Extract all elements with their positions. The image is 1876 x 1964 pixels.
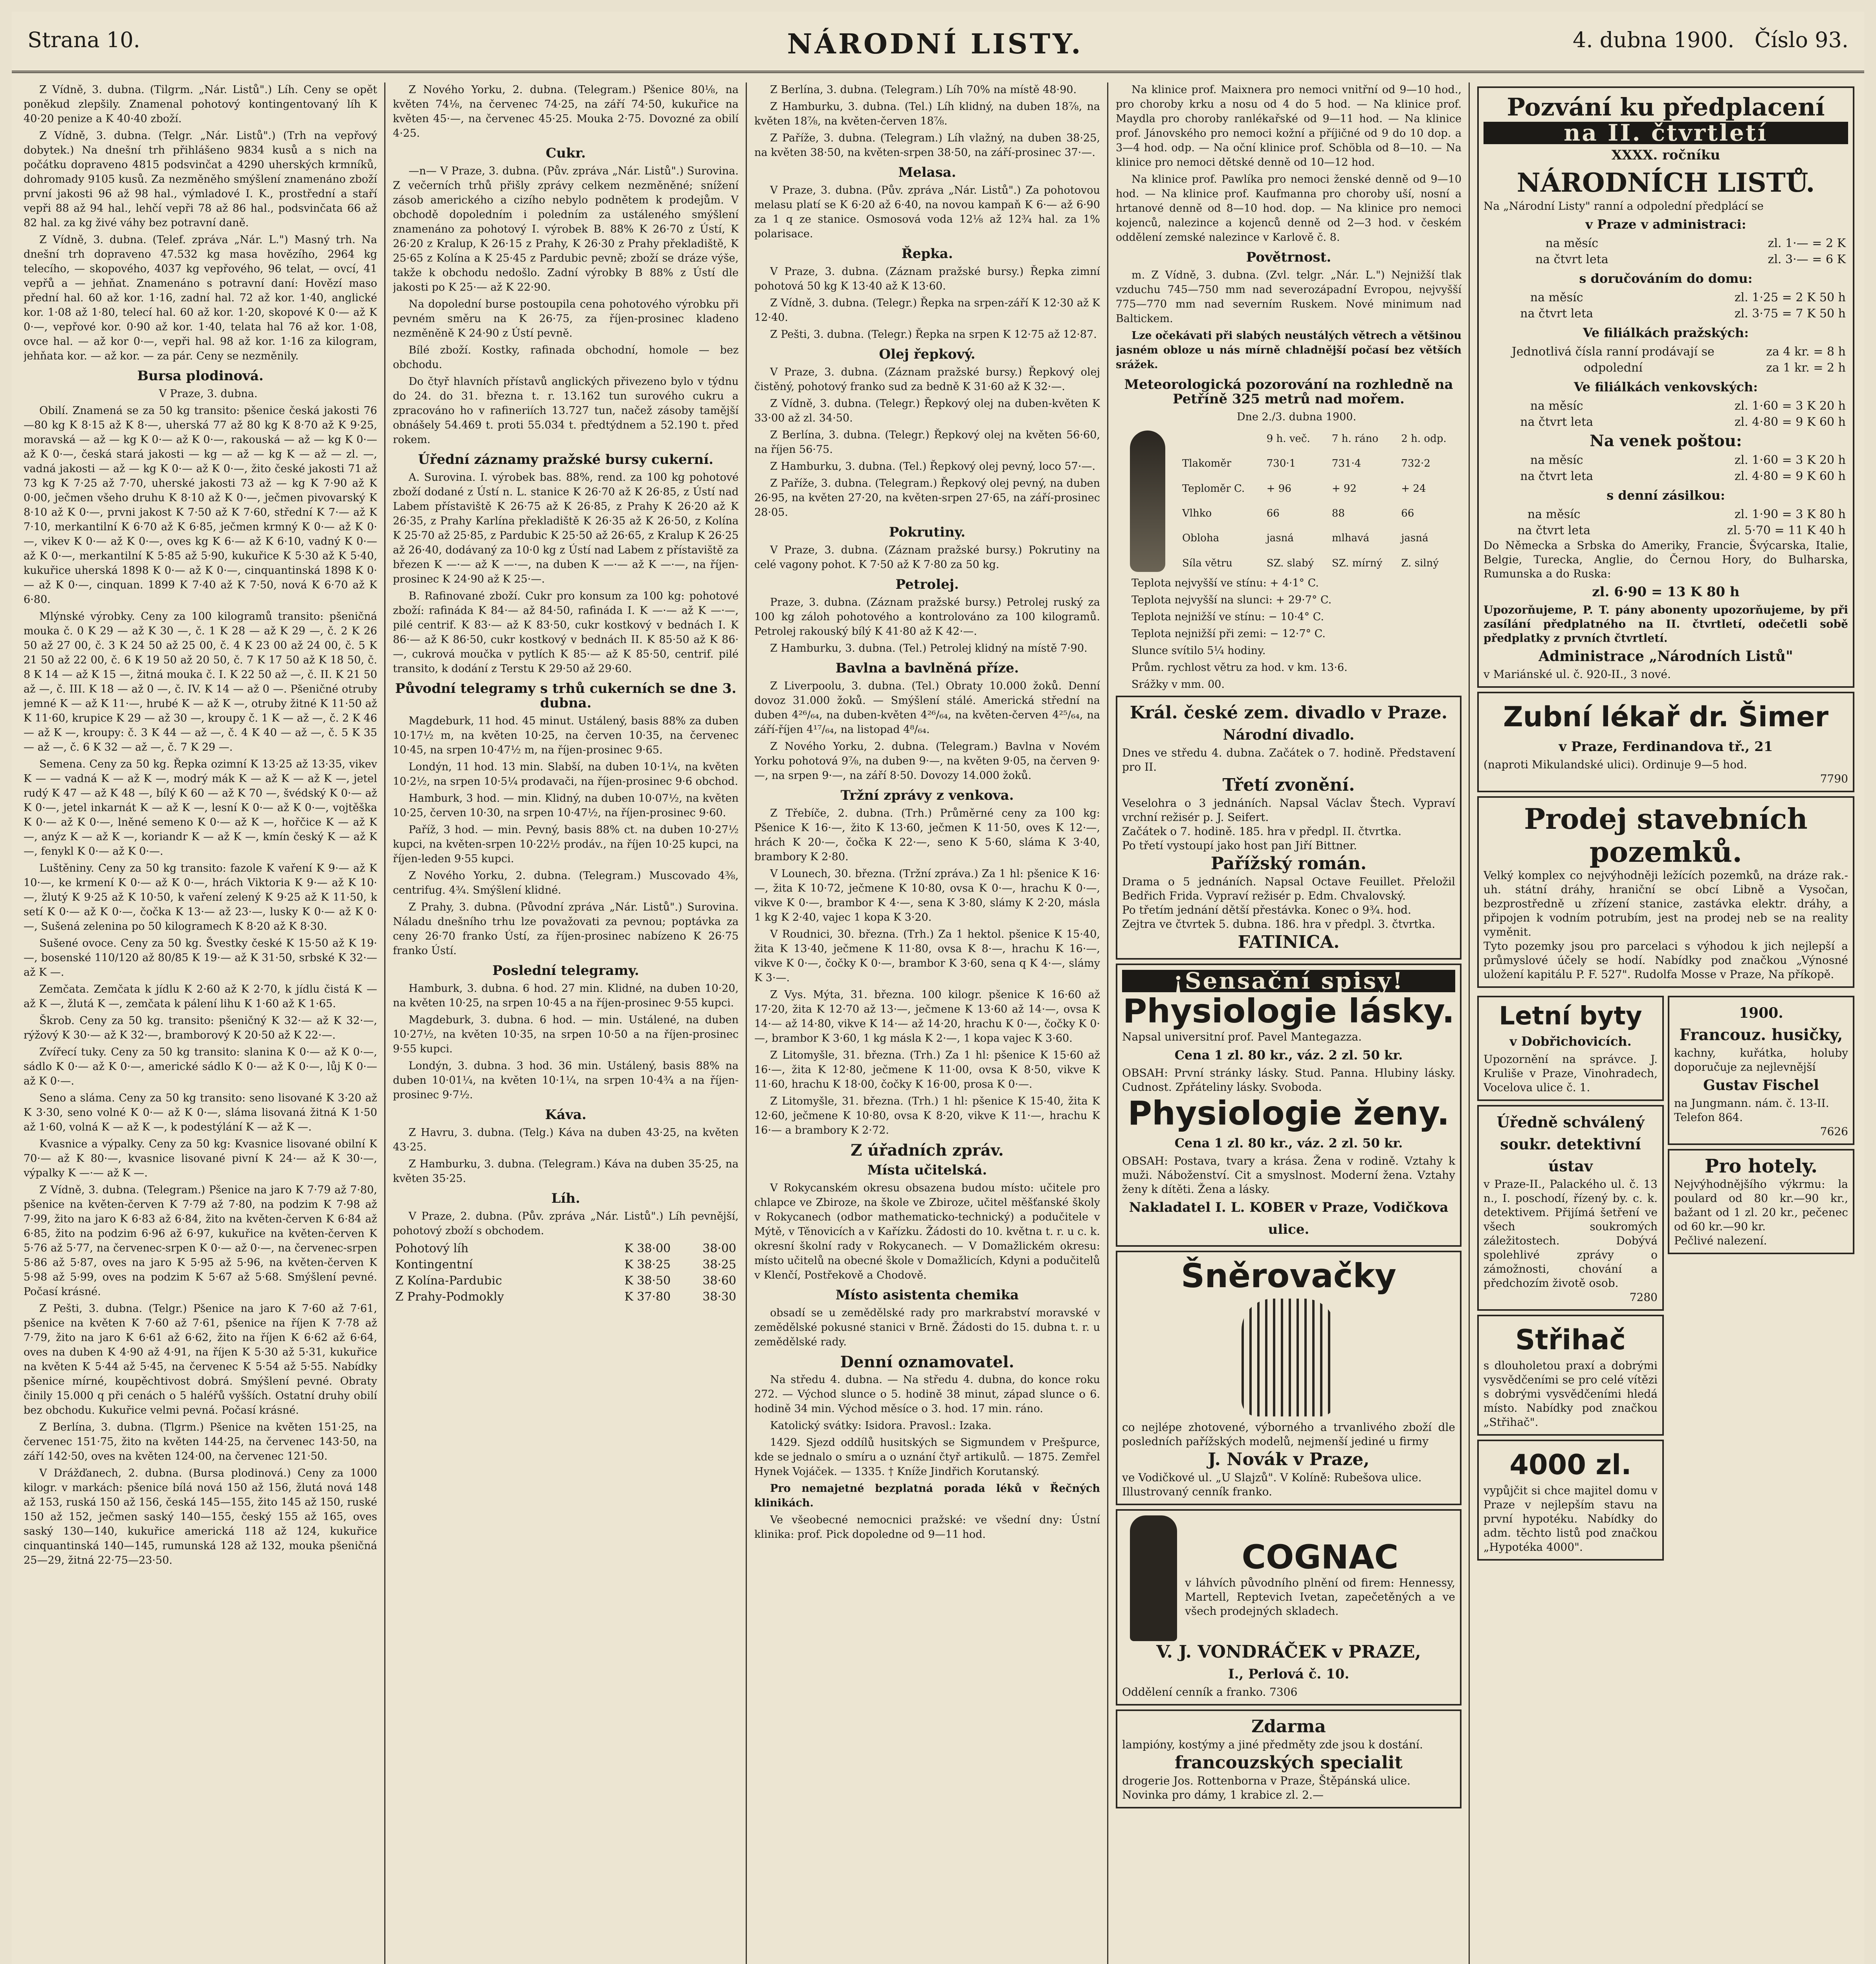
article: Z Vídně, 3. dubna. (Telegram.) Pšenice na jaro K 7·79 až 7·80, pšenice na květen-červen K 7·79 až 7·80, na podzim K 7·98 až 7·99, žito na jaro K 6·83 až 6·84, žito na květen-červen K 6·84 až 6·85, žito na podzim 6·96 až 6·97, kukuřice na květen-červen K 5·76 až 5·77, na červenec-srpen K 0·— až 0·—, na červenec-srpen 5·86 až 5·87, oves na jaro K 5·95 až 5·96, na květen-červen K 5·98 až 5·99, oves na podzim K 5·67 až 5·68. Smýšlení pevné. Počasí krásné. <box>24 1184 377 1298</box>
article: Z Hamburku, 3. dubna. (Tel.) Petrolej klidný na místě 7·90. <box>770 642 1087 654</box>
article: Z Vys. Mýta, 31. března. 100 kilogr. pšenice K 16·60 až 17·20, žita K 12·70 až 13·—, ječmene K 13·60 až 14·—, ovsa K 14·— až 14·80, vikve K 14·— až 14·20, hrachu K 0·—, čočky K 0·—, brambor K 3·60, 1 kg másla K 2·—, 1 kopa vajec K 3·60. <box>754 989 1100 1044</box>
summer-flats-advert: Letní byty v Dobřichovicích. Upozornění na správce. J. Kruliše v Praze, Vinohradech, Vocelova ulice č. 1. <box>1477 996 1664 1101</box>
article: Magdeburk, 3. dubna. 6 hod. — min. Ustálené, na duben 10·27½, na květen 10·35, na srpen 10·50 a na říjen-prosinec 9·55 kupci. <box>393 1014 739 1055</box>
dateline: V Praze, 3. dubna. <box>159 388 258 400</box>
article: B. Rafinované zboží. Cukr pro konsum za 100 kg: pohotové zboží: rafináda K 84·— až 84·50, rafináda I. K —·— až K —·—, pilé centrif. K 83·— až K 83·50, cukr kostkový v bednách I. K 86·— až K 86·50, cukr kostkový v bednách II. K 85·50 až K 86·—, cukrová moučka v pytlích K 85·— až K 85·50, centrif. pilé transito, k dodání z Terstu K 29·50 až 29·60. <box>393 590 739 675</box>
section-heading: Původní telegramy s trhů cukerních se dne 3. dubna. <box>395 681 737 711</box>
page-header <box>12 12 1864 73</box>
section-heading: Pokrutiny. <box>889 524 966 540</box>
section-heading: Káva. <box>545 1107 587 1123</box>
book-title: Physiologie lásky. <box>1122 992 1455 1030</box>
column-3 <box>754 82 1100 1964</box>
dentist-advert: Zubní lékař dr. Šimer v Praze, Ferdinandova tř., 21 (naproti Mikulandské ulici). Ordinuje 9—5 hod. 7790 <box>1477 692 1854 792</box>
article: V Roudnici, 30. března. (Trh.) Za 1 hektol. pšenice K 15·40, žita K 13·40, ječmene K 11·80, ovsa K 8·—, hrachu K 16·—, vikve K 0·—, čočky K 0·—, brambor K 3·60, sena q K 4·—, slámy K 3·—. <box>754 928 1100 984</box>
section-heading: Místo asistenta chemika <box>835 1287 1019 1303</box>
article: V Drážďanech, 2. dubna. (Bursa plodinová.) Ceny za 1000 kilogr. v markách: pšenice bílá nová 150 až 156, žlutá nová 148 až 153, ruská 150 až 156, česká 145—155, žito 145 až 150, ruské 150 až 152, ječmen saský 140—155, český 155 až 165, oves saský 130—140, kukuřice americká 118 až 124, kukuřice cinquantinská 140—145, rumunská 128 až 132, mouka pšeničná 25—29, žitná 22·75—23·50. <box>24 1467 377 1566</box>
corset-advert: Šněrovačky co nejlépe zhotovené, výborného a trvanlivého zboží dle posledních pařížských modelů, nejmenší jediné u firmy J. Novák v Praze, ve Vodičkové ul. „U Slajzů". V Kolíně: Rubešova ulice. Illustrovaný cenník franko. <box>1116 1251 1462 1505</box>
theatre-title: Král. české zem. divadlo v Praze. <box>1130 703 1448 723</box>
plots-advert: Prodej stavebních pozemků. Velký komplex co nejvýhodněji ležících pozemků, na dráze rak.-uh. státní dráhy, hraniční se obcí Libně a Vysočan, bezprostředně u zřízení stanice, zastávka elektr. dráhy, a připojen k vodním potrubím, jest na prodej neb se na reality vyměnit. Tyto pozemky jsou pro parcelaci s výhodou k jich nejlepší a průmyslové účely se hodí. Nabídky pod značkou „Výnosné uložení kapitálu P. F. 527". Rudolfa Mosse v Praze, Na příkopě. <box>1477 796 1854 988</box>
article: Z Berlína, 3. dubna. (Telegram.) Líh 70% na místě 48·90. <box>770 84 1077 96</box>
article: V Lounech, 30. března. (Tržní zpráva.) Za 1 hl: pšenice K 16·—, žita K 10·72, ječmene K 10·80, ovsa K 0·—, hrachu K 0·—, vikve K 0·—, brambor K 4·—, sena K 3·80, slámy K 2·20, másla 1 kg K 2·40, vajec 1 kopa K 3·20. <box>754 868 1100 923</box>
play-title: Pařížský román. <box>1210 854 1367 874</box>
column-1 <box>24 82 377 1964</box>
article: Z Litomyšle, 31. března. (Trh.) 1 hl: pšenice K 15·40, žita K 12·60, ječmene K 10·80, ovsa K 8·20, vikve K 11·—, hrachu K 16·— a brambory K 2·72. <box>754 1095 1100 1136</box>
article: Z Vídně, 3. dubna. (Telegr.) Řepkový olej na duben-květen K 33·00 až zl. 34·50. <box>754 398 1100 424</box>
section-heading: Řepka. <box>901 246 953 262</box>
article: V Praze, 3. dubna. (Pův. zpráva „Nár. Listů".) Za pohotovou melasu platí se K 6·20 až 6·40, na novou kampaň K 6·— až 6·90 za 1 q ze stanice. Osmosová voda 12⅛ až 12¾ hal. za 1% polarisace. <box>754 184 1100 240</box>
article: V Praze, 3. dubna. (Záznam pražské bursy.) Řepkový olej čistěný, pohotový franko sud za bedně K 31·60 až K 32·—. <box>754 366 1100 393</box>
table-row: na čtvrt leta zl. 3·— = 6 K <box>1535 253 1846 266</box>
section-heading: Místa učitelská. <box>867 1162 987 1178</box>
article: Praze, 3. dubna. (Záznam pražské bursy.) Petrolej ruský za 100 kg záloh pohotového a kontrolováno za 100 kilogramů. Petrolej rakouský bílý K 41·80 až K 42·—. <box>754 596 1100 638</box>
weather-note: Teplota nejnižší ve stínu: − 10·4° C. <box>1131 611 1324 623</box>
article: Zemčata. Zemčata k jídlu K 2·60 až K 2·70, k jídlu čistá K — až K —, žlutá K —, zemčata k pálení lihu K 1·60 až K 1·65. <box>24 983 377 1010</box>
table-row: na čtvrt leta zl. 4·80 = 9 K 60 h <box>1520 415 1846 429</box>
table-row: 9 h. več. 7 h. ráno 2 h. odp. <box>1266 433 1447 445</box>
article: V Praze, 3. dubna. (Záznam pražské bursy.) Pokrutiny na celé vagony pohot. K 7·50 až K 7·80 za 50 kg. <box>754 544 1100 571</box>
article: Z Havru, 3. dubna. (Telg.) Káva na duben 43·25, na květen 43·25. <box>393 1127 739 1153</box>
article: Na dopolední burse postoupila cena pohotového výrobku při pevném směru na K 26·75, za říjen-prosinec kladeno nezměněně K 24·90 z Ústí pevně. <box>393 298 739 339</box>
section-heading: Bavlna a bavlněná příze. <box>835 660 1019 676</box>
article: obsadí se u zemědělské rady pro markrabství moravské v zemědělské pokusné stanici v Brně. Žádosti do 15. dubna t. r. u zemědělské rady. <box>754 1307 1100 1348</box>
column-rule <box>384 82 385 1964</box>
table-row: na měsíc zl. 1·25 = 2 K 50 h <box>1530 291 1846 304</box>
table-row: na měsíc zl. 1·— = 2 K <box>1545 236 1846 250</box>
article: Z Hamburku, 3. dubna. (Tel.) Líh klidný, na duben 18⅞, na květen 18⅞, na květen-červen 18⅞. <box>754 101 1100 127</box>
column-rule <box>1469 82 1470 1964</box>
article: Ve všeobecné nemocnici pražské: ve všední dny: Ústní klinika: prof. Pick dopoledne od 9—11 hod. <box>754 1514 1100 1541</box>
section-heading: Melasa. <box>898 165 956 180</box>
weather-block <box>1116 427 1462 576</box>
detective-advert: Úředně schválený soukr. detektivní ústav v Praze-II., Palackého ul. č. 13 n., I. poschodí, řízený by. c. k. detektivem. Přijímá šetření ve všech soukromých záležitostech. Dobývá spolehlivé zprávy o zámožnosti, chování a předchozím životě osob. 7280 <box>1477 1105 1664 1311</box>
article: Z Pešti, 3. dubna. (Telgr.) Pšenice na jaro K 7·60 až 7·61, pšenice na květen K 7·60 až 7·61, pšenice na říjen K 7·78 až 7·79, žito na jaro K 6·61 až 6·62, žito na říjen K 6·62 až 6·64, oves na duben K 4·90 až 4·91, na říjen K 5·30 až 5·31, kukuřice na květen K 5·44 až 5·45, na červenec K 5·54 až 5·55. Nabídky pšenice mírné, koupěchtivost dobrá. Smýšlení pevné. Obraty činily 15.000 q při cenách o 5 haléřů vyšších. Ostatní druhy obilí bez obchodu. Kukuřice velmi pevná. Počasí krásné. <box>24 1303 377 1416</box>
table-row: Síla větru SZ. slabý SZ. mírný Z. silný <box>1182 557 1439 569</box>
article: Z Liverpoolu, 3. dubna. (Tel.) Obraty 10.000 žoků. Denní dovoz 31.000 žoků. — Smýšlení stálé. Americká střední na duben 4²⁶/₆₄, na duben-květen 4²⁶/₆₄, na květen-červen 4²⁵/₆₄, na září-říjen 4¹⁷/₆₄, na listopad 4⁸/₆₄. <box>754 680 1100 736</box>
weather-note: Prům. rychlost větru za hod. v km. 13·6. <box>1131 661 1348 674</box>
article: Katolický svátky: Isidora. Pravosl.: Izaka. <box>770 1420 992 1432</box>
article: Z Nového Yorku, 2. dubna. (Telegram.) Pšenice 80⅛, na květen 74⅛, na červenec 74·25, na září 74·50, kukuřice na květen 45·—, na červenec 45·25. Mouka 2·75. Dovozné za obilí 4·25. <box>393 84 739 139</box>
bottle-icon <box>1130 1515 1177 1641</box>
weather-table <box>1180 427 1462 576</box>
table-row: Teploměr C. + 96 + 92 + 24 <box>1182 482 1426 495</box>
section-heading: Olej řepkový. <box>879 346 976 362</box>
section-heading: Líh. <box>551 1191 580 1206</box>
article: Obilí. Znamená se za 50 kg transito: pšenice česká jakosti 76—80 kg K 8·15 až K 8·—, uherská 77 až 80 kg K 8·70 až K 9·25, moravská — až — kg K 0·— až K 0·—, rakouská — až — kg K 0·— až K 0·—, česká stará jakosti — kg — až — kg K — až — zl. —, vadná jakosti — až — kg K 0·— až K 0·—, žito české jakosti 71 až 73 kg K 7·25 až 7·70, uherské jakosti 73 až — kg K 7·90 až K 0·00, ječmen všeho druhu K 8·10 až K 0·—, ječmen pivovarský K 8·10 až K 0·—, prvni jakost K 7·50 až K 7·60, střední K 7·— až K 7·10, merkantilní K 6·70 až K 6·85, ječmen krmný K 0·— až K 0·—, vikev K 0·— až K 0·—, oves kg K 6·— až K 6·10, vadný K 0·— až K 0·—, merkantilní K 5·85 až 5·90, kukuřice K 5·30 až K 5·40, kukuřice uherská 1898 K 0·— až K 0·—, cinquantinská 1898 K 0·— až K 0·—, cinquan. 1899 K 7·40 až K 7·50, nová K 6·70 až K 6·80. <box>24 405 377 606</box>
article: Z Vídně, 3. dubna. (Tilgrm. „Nár. Listů".) Líh. Ceny se opět poněkud zlepšily. Znamenal pohotový kontingentovaný líh K 40·20 penize a K 40·40 zboží. <box>24 84 377 125</box>
article: —n— V Praze, 3. dubna. (Pův. zpráva „Nár. Listů".) Surovina. Z večerních trhů přišly zprávy celkem nezměněné; snížení zásob amerického a cizího nebylo podnětem k prodejům. V obchodě dopoledním i poledním za ustáleného smýšlení znamenáno za pohotový I. výrobek B. 88% K 26·70 z Ústí, K 26·20 z Kralup, K 26·15 z Prahy, K 26·30 z Prahy překladiště, K 25·65 z Kolína a K 25·45 z Pardubic pevně; zboží se dráze výše, takže k obchodu nedošlo. Zadní výrobky B 88% z Ústí dle jakosti po K 25·— až K 22·90. <box>393 165 739 293</box>
table-row: odpolední za 1 kr. = 2 h <box>1583 361 1846 375</box>
article: Z Pešti, 3. dubna. (Telegr.) Řepka na srpen K 12·75 až 12·87. <box>770 328 1097 341</box>
book-advert: ¡Sensační spisy! Physiologie lásky. Napsal universitní prof. Pavel Mantegazza. Cena 1 zl. 80 kr., váz. 2 zl. 50 kr. OBSAH: První stránky lásky. Stud. Panna. Hlubiny lásky. Cudnost. Zpřáteliny lásky. Svoboda. Physiologie ženy. Cena 1 zl. 80 kr., váz. 2 zl. 50 kr. OBSAH: Postava, tvary a krása. Žena v rodině. Vztahy k muži. Náboženství. Cit a smyslnost. Moderní žena. Vztahy ženy k dítěti. Žena a lásky. Nakladatel I. L. KOBER v Praze, Vodičkova ulice. <box>1116 964 1462 1247</box>
article: Z Hamburku, 3. dubna. (Tel.) Řepkový olej pevný, loco 57·—. <box>770 460 1096 473</box>
section-heading: Petrolej. <box>895 577 959 592</box>
article: Škrob. Ceny za 50 kg. transito: pšeničný K 32·— až K 32·—, rýžový K 30·— až K 32·—, bramborový K 20·50 až K 22·—. <box>24 1015 377 1041</box>
article: m. Z Vídně, 3. dubna. (Zvl. telgr. „Nár. L.") Nejnižší tlak vzduchu 745—750 mm nad severozápadní Evropou, nejvyšší 775—770 mm nad severním Ruskem. Nové minimum nad Baltickem. <box>1116 269 1462 325</box>
cognac-advert: COGNAC v láhvích původního plnění od firem: Hennessy, Martell, Reptevich Ivetan, zapečetěných a ve všech prodejných skladech. V. J. VONDRÁČEK v PRAZE, I., Perlová č. 10. Oddělení cenník a franko. 7306 <box>1116 1509 1462 1706</box>
table-row: Pohotový líh K 38·00 38·00 <box>395 1242 736 1255</box>
article: V Praze, 2. dubna. (Pův. zpráva „Nár. Listů".) Líh pevnější, pohotový zboží s obchodem. <box>393 1210 739 1237</box>
section-heading: Poslední telegramy. <box>492 963 639 978</box>
article: A. Surovina. I. výrobek bas. 88%, rend. za 100 kg pohotové zboží dodané z Ústí n. L. stanice K 26·70 až K 26·85, z Ústí nad Labem přístaviště K 26·75 až K 26·85, z Prahy K 26·20 až K 26·35, z Prahy Karlína překladiště K 26·35 až K 26·50, z Kolína K 25·70 až 25·85, z Pardubic K 25·50 až 26·65, z Kralup K 26·25 až 26·40, dodávaný za 10·0 kg z Ústí nad Labem z přístaviště za březen K —·— až K —·—, na duben K —·— až K —·—, na říjen-prosinec K 24·90 až K 25·—. <box>393 471 739 585</box>
article: Z Nového Yorku, 2. dubna. (Telegram.) Bavlna v Novém Yorku pohotová 9⅞, na duben 9·—, na květen 9·05, na červen 9·—, na srpen 9·—, na září 8·50. Dovozy 14.000 žoků. <box>754 740 1100 782</box>
table-row: na měsíc zl. 1·90 = 3 K 80 h <box>1527 507 1846 521</box>
table-row: Tlakoměr 730·1 731·4 732·2 <box>1182 458 1430 470</box>
article: Z Paříže, 3. dubna. (Telegram.) Řepkový olej pevný, na duben 26·95, na květen 27·20, na květen-srpen 27·65, na září-prosinec 28·05. <box>754 477 1100 518</box>
section-heading: Z úřadních zpráv. <box>851 1141 1004 1160</box>
corset-icon <box>1241 1299 1336 1416</box>
theatre-subtitle: Národní divadlo. <box>1223 727 1355 743</box>
column-5 <box>1477 82 1854 1964</box>
subscription-advert: Pozvání ku předplacení na II. čtvrtletí XXXX. ročníku NÁRODNÍCH LISTŮ. Na „Národní Listy" ranní a odpolední předplácí se v Praze v administraci: na měsíc zl. 1·— = 2 K na čtvrt leta zl. 3·— = 6 K s doručováním do domu: na měsíc zl. 1·25 = 2 K 50 h na čtvrt leta zl. 3·75 = 7 K 50 h Ve filiálkách pražských: Jednotlivá čísla ranní prodávají se za 4 kr. = 8 h odpolední za 1 kr. = 2 h Ve filiálkách venkovských: na měsíc zl. 1·60 = 3 K 20 h na čtvrt leta zl. 4·80 = 9 K 60 h Na venek poštou: na měsíc zl. 1·60 = 3 K 20 h na čtvrt leta zl. 4·80 = 9 K 60 h s denní zásilkou: na měsíc zl. 1·90 = 3 K 80 h na čtvrt leta zl. 5·70 = 11 K 40 h Do Německa a Srbska do Ameriky, Francie, Švýcarska, Italie, Belgie, Turecka, Anglie, do Černou Hory, do Bulharska, Rumunska a do Ruska: zl. 6·90 = 13 K 80 h Upozorňujeme, P. T. pány abonenty upozorňujeme, by při zasílání předplatného na II. čtvrtletí, odečetli sobě předplatky z prvních čtvrtletí. Administrace „Národních Listů" v Mariánské ul. č. 920-II., 3 nové. <box>1477 86 1854 688</box>
table-row: Z Prahy-Podmokly K 37·80 38·30 <box>395 1290 736 1304</box>
hotels-advert: Pro hotely. Nejvýhodnějšího výkrmu: la poulard od 80 kr.—90 kr., bažant od 1 zl. 20 kr., pečenec od 60 kr.—90 kr. Pečlivé nalezení. <box>1668 1149 1854 1254</box>
article: Lze očekávati při slabých neustálých větrech a většinou jasném obloze u nás mírně chladnější počasí bez větších srážek. <box>1116 330 1462 371</box>
article: V Rokycanském okresu obsazena budou místo: učitele pro chlapce ve Zbiroze, na škole ve Zbiroze, učitel měšťanské školy v Rokycanech (odbor mathematicko-technický) a podučitele v Mýtě, v Těnovicích a v Kařízku. Žádosti do 10. května t. r. u c. k. okresní školní rady v Rokycanech. — V Domažlickém okresu: místo učitelů na obecné škole v Domažlicích, Kdyni a podučitelů v Klenčí, Postřekově a Chodově. <box>754 1182 1100 1281</box>
article: Londýn, 3. dubna. 3 hod. 36 min. Ustálený, basis 88% na duben 10·01¼, na květen 10·1¼, na srpen 10·4¾ a na říjen-prosinec 9·7½. <box>393 1060 739 1101</box>
article: Magdeburk, 11 hod. 45 minut. Ustálený, basis 88% za duben 10·17½ m, na květen 10·25, na červen 10·35, na červenec 10·45, na srpen 10·47½ m, na říjen-prosinec 9·65. <box>393 715 739 756</box>
column-2 <box>393 82 739 1964</box>
section-heading: Denní oznamovatel. <box>840 1353 1014 1371</box>
article: Hamburk, 3. dubna. 6 hod. 27 min. Klidné, na duben 10·20, na květen 10·25, na srpen 10·45 a na říjen-prosinec 9·55 kupci. <box>393 982 739 1009</box>
weather-note: Teplota nejnižší při zemi: − 12·7° C. <box>1131 628 1326 640</box>
article: Z Paříže, 3. dubna. (Telegram.) Líh vlažný, na duben 38·25, na květen 38·50, na květen-srpen 38·50, na září-prosinec 37·—. <box>754 132 1100 159</box>
article: Kvasnice a výpalky. Ceny za 50 kg: Kvasnice lisované obilní K 70·— až K 80·—, kvasnice lisované pivní K 24·— až K 30·—, výpalky K —·— až K —. <box>24 1138 377 1179</box>
article: Z Třebíče, 2. dubna. (Trh.) Průměrné ceny za 100 kg: Pšenice K 16·—, žito K 13·60, ječmen K 11·50, oves K 12·—, hrách K 20·—, čočka K 22·—, seno K 5·60, sláma K 3·40, brambory K 2·80. <box>754 807 1100 863</box>
column-rule <box>746 82 747 1964</box>
article: Paříž, 3 hod. — min. Pevný, basis 88% ct. na duben 10·27½ kupci, na květen-srpen 10·22½ prodáv., na říjen 10·25 kupci, na říjen-leden 9·55 kupci. <box>393 824 739 865</box>
paper-name: NÁRODNÍCH LISTŮ. <box>1517 167 1815 198</box>
article: Seno a sláma. Ceny za 50 kg transito: seno lisované K 3·20 až K 3·30, seno volné K 0·— až K 0·—, sláma lisovaná žitná K 1·50 až 1·60, volná K — až K —, k podestýlání K — až K —. <box>24 1092 377 1133</box>
weather-note: Srážky v mm. 00. <box>1131 678 1225 691</box>
article: Semena. Ceny za 50 kg. Řepka ozimní K 13·25 až 13·35, vikev K — — vadná K — až K —, modrý mák K — až K — až K —, jetel rudý K 47 — až K 48 —, bílý K 60 — až K 70 —, švédský K 0·— až K 0·—, jetel inkarnát K — až K —, lesní K 0·— až K 0·—, vojtěška K 0·— až K 0·—, lněné semeno K 0·— až K —, hořčice K — až K —, anýz K — až K —, koriandr K — až K —, kmín český K — až K —, fenykl K 0·— až K 0·—. <box>24 758 377 857</box>
article: Mlýnské výrobky. Ceny za 100 kilogramů transito: pšeničná mouka č. 0 K 29 — až K 30 —, č. 1 K 28 — až K 29 —, č. 2 K 26 50 až 27 00, č. 3 K 24 50 až 25 00, č. 4 K 23 00 až 24 00, č. 5 K 21 50 až 22 00, č. 6 K 19 50 až 20 50, č. 7 K 17 50 až K 18 50, č. 8 K 14 — až K 15 —, žitná mouka č. I. K 22 50 až —, č. II. K 21 50 až —, č. III. K 18 — až 0 —, č. IV. K 14 — až 0 —. Pšeničné otruby jemné K — až K 11·—, hrubé K — až K —, otruby žitné K 11·50 až K 11·60, krupice K 29 — až 30 —, kroupy č. 1 K — až —, č. 2 K 46 — až K —, kroupy: č. 3 K 44 — až —, č. 4 K 40 — až —, č. 5 K 35 — až —, č. 6 K 32 — až —, č. 7 K 29 —. <box>24 610 377 753</box>
weather-note: Slunce svítilo 5¼ hodiny. <box>1131 645 1266 657</box>
article: Pro nemajetné bezplatná porada léků v Řečných klinikách. <box>754 1482 1100 1509</box>
book-title: Physiologie ženy. <box>1128 1094 1450 1132</box>
weather-note: Teplota nejvyšší ve stínu: + 4·1° C. <box>1131 577 1319 589</box>
thermometer-icon <box>1130 431 1165 572</box>
weather-note: Teplota nejvyšší na slunci: + 29·7° C. <box>1131 594 1332 606</box>
play-title: FATINICA. <box>1238 932 1340 952</box>
tailor-advert: Střihač s dlouholetou praxí a dobrými vysvědčeními se pro celé vítězi s dobrými vysvědčeními hledá místo. Nabídky pod značkou „Střihač". <box>1477 1315 1664 1436</box>
article: Z Hamburku, 3. dubna. (Telegram.) Káva na duben 35·25, na květen 35·25. <box>393 1158 739 1185</box>
article: Londýn, 11 hod. 13 min. Slabší, na duben 10·1¼, na květen 10·2½, na srpen 10·5¼ prodavači, na říjen-prosinec 9·6 obchod. <box>393 761 739 788</box>
table-row: na čtvrt leta zl. 4·80 = 9 K 60 h <box>1520 469 1846 483</box>
thermometer-illustration <box>1116 427 1180 576</box>
section-heading: Bursa plodinová. <box>137 368 264 384</box>
article: Na klinice prof. Maixnera pro nemoci vnitřní od 9—10 hod., pro choroby krku a nosu od 4 do 5 hod. — Na klinice prof. Maydla pro choroby ranlékařské od 9—11 hod. — Na klinice prof. Jánovského pro nemoci kožní a příjičné od 9 do 10 dop. a 3—4 hod. odp. — Na oční klinice prof. Schöbla od 8—10. — Na klinice pro nemoci dětské denně od 10—12 hod. <box>1116 84 1462 169</box>
table-row: Z Kolína-Pardubic K 38·50 38·60 <box>395 1274 736 1288</box>
article: Zvířecí tuky. Ceny za 50 kg transito: slanina K 0·— až K 0·—, sádlo K 0·— až K 0·—, americké sádlo K 0·— až K 0·—, lůj K 0·— až K 0·—. <box>24 1046 377 1087</box>
column-4 <box>1116 82 1462 1964</box>
article: Do čtyř hlavních přístavů anglických přivezeno bylo v týdnu do 24. do 31. března t. r. 13.162 tun surového cukru a zpracováno ho v rafineriích 13.727 tun, načež zásoby tamější obnášely 54.469 t. proti 55.034 t. předtýdnem a 52.190 t. před rokem. <box>393 376 739 446</box>
column-rule <box>1107 82 1108 1964</box>
loan-advert: 4000 zl. vypůjčit si chce majitel domu v Praze v nejlepším stavu na první hypotéku. Nabídky do adm. těchto listů pod značkou „Hypotéka 4000". <box>1477 1440 1664 1561</box>
advert-kicker: ¡Sensační spisy! <box>1122 970 1455 992</box>
article: Na klinice prof. Pawlíka pro nemoci ženské denně od 9—10 hod. — Na klinice prof. Kaufmanna pro choroby uší, nosní a hrtanové denně od 8—10 hod. dop. — Na klinice pro nemoci kojenců, nalezince a kojenců denně od 2—3 hod. v českém oddělení zemské nalezince v Karlově č. 8. <box>1116 173 1462 244</box>
issue-number: Číslo 93. <box>1754 27 1848 52</box>
table-row: Jednotlivá čísla ranní prodávají se za 4 kr. = 8 h <box>1511 345 1846 359</box>
article: Z Prahy, 3. dubna. (Původní zpráva „Nár. Listů".) Surovina. Náladu dnešního trhu lze považovati za pevnou; poptávka za ceny 26·70 franko Ústí, za říjen-prosinec nabízeno K 26·75 franko Ústí. <box>393 901 739 957</box>
spirit-price-table <box>393 1240 739 1305</box>
newspaper-page <box>12 12 1864 1964</box>
section-heading: Povětrnost. <box>1246 249 1331 265</box>
publisher: Nakladatel I. L. KOBER v Praze, Vodičkova ulice. <box>1129 1200 1449 1237</box>
table-row: na měsíc zl. 1·60 = 3 K 20 h <box>1530 399 1846 413</box>
article: 1429. Sjezd oddílů husitských se Sigmundem v Prešpurce, kde se jednalo o smíru a o uznání čtyř artikulů. — 1875. Zemřel Hynek Vojáček. — 1335. † Kníže Jindřich Korutanský. <box>754 1436 1100 1478</box>
article: Sušené ovoce. Ceny za 50 kg. Švestky české K 15·50 až K 19·—, bosenské 110/120 až 80/85 K 19·— až K 31·50, srbské K 32·— až K —. <box>24 937 377 978</box>
article: Z Nového Yorku, 2. dubna. (Telegram.) Muscovado 4⅜, centrifug. 4¾. Smýšlení klidné. <box>393 870 739 896</box>
date: 4. dubna 1900. <box>1573 27 1735 52</box>
article: Z Vídně, 3. dubna. (Telgr. „Nár. Listů".) (Trh na vepřový dobytek.) Na dnešní trh přihlášeno 9834 kusů a s nich na počátku dopraveno 4815 podsvinčat a 4290 uherských krmníků, dohromady 9105 kusů. Za nezměněho smýšlení znamenáno zboží první jakosti 96 až 98 hal., výmladové I. K., prostřední a staří vepři 88 až 94 hal., lehčí vepři 78 až 86 hal., podsvinčata 66 až 82 hal. za kg živé váhy bez potravní daně. <box>24 130 377 229</box>
article: Z Berlína, 3. dubna. (Tlgrm.) Pšenice na květen 151·25, na červenec 151·75, žito na květen 144·25, na červenec 143·50, na září 142·50, oves na květen 124·00, na červenec 121·50. <box>24 1421 377 1462</box>
table-row: Obloha jasná mlhavá jasná <box>1182 532 1429 544</box>
article: Z Vídně, 3. dubna. (Telegr.) Řepka na srpen-září K 12·30 až K 12·40. <box>754 297 1100 324</box>
specialities-advert: Zdarma lampióny, kostýmy a jiné předměty zde jsou k dostání. francouzských specialit drogerie Jos. Rottenborna v Praze, Štěpánská ulice. Novinka pro dámy, 1 krabice zl. 2.— <box>1116 1709 1462 1808</box>
table-row: Kontingentní K 38·25 38·25 <box>395 1258 736 1271</box>
issue-info <box>1573 27 1848 52</box>
section-heading: Meteorologická pozorování na rozhledně na Petříně 325 metrů nad mořem. <box>1124 377 1453 407</box>
article: Luštěniny. Ceny za 50 kg transito: fazole K vaření K 9·— až K 10·—, ke krmení K 0·— až K 0·—, hrách Viktoria K 9·— až K 10·—, žlutý K 9·25 až K 10·50, k vaření zelený K 9·25 až K 11·50, k setí K 0·— až K 0·—, čočka K 13·— až 23·—, lusky K 0·— až K 0·—, Sušená zelenina po 50 kilogramech K 8·20 až K 8·30. <box>24 862 377 933</box>
article: Z Litomyšle, 31. března. (Trh.) Za 1 hl: pšenice K 15·60 až 16·—, žita K 12·80, ječmene K 11·00, ovsa K 8·50, vikve K 11·60, hrachu K 18·00, čočky K 16·00, prosa K 0·—. <box>754 1049 1100 1090</box>
table-row: na čtvrt leta zl. 3·75 = 7 K 50 h <box>1520 307 1846 321</box>
section-heading: Tržní zprávy z venkova. <box>840 788 1014 803</box>
table-row: Vlhko 66 88 66 <box>1182 507 1414 520</box>
dateline: Dne 2./3. dubna 1900. <box>1236 411 1357 423</box>
section-heading: Cukr. <box>546 145 586 161</box>
theatre-listing: Král. české zem. divadlo v Praze. Národní divadlo. Dnes ve středu 4. dubna. Začátek o 7. hodině. Představení pro II. Třetí zvonění. Veselohra o 3 jednáních. Napsal Václav Štech. Vypraví vrchní režisér p. J. Seifert. Začátek o 7. hodině. 185. hra v předpl. II. čtvrtka. Po třetí vystoupí jako host pan Jiří Bittner. Pařížský román. Drama o 5 jednáních. Napsal Octave Feuillet. Přeložil Bedřich Frida. Vypraví režisér p. Edm. Chvalovský. Po třetím jednání dětší přestávka. Konec o 9¾. hod. Zejtra ve čtvrtek 5. dubna. 186. hra v předpl. 3. čtvrtka. FATINICA. <box>1116 696 1462 960</box>
article: Z Berlína, 3. dubna. (Telegr.) Řepkový olej na květen 56·60, na říjen 56·75. <box>754 429 1100 456</box>
play-title: Třetí zvonění. <box>1222 775 1355 795</box>
table-row: na čtvrt leta zl. 5·70 = 11 K 40 h <box>1517 524 1846 537</box>
article: V Praze, 3. dubna. (Záznam pražské bursy.) Řepka zimní pohotová 50 kg K 13·40 až K 13·60. <box>754 266 1100 292</box>
masthead: NÁRODNÍ LISTY. <box>787 27 1083 60</box>
article: Bílé zboží. Kostky, rafinada obchodní, homole — bez obchodu. <box>393 344 739 371</box>
article: Na středu 4. dubna. — Na středu 4. dubna, do konce roku 272. — Východ slunce o 5. hodině 38 minut, západ slunce o 6. hodině 34 min. Východ měsíce o 3. hod. 17 min. ráno. <box>754 1374 1100 1415</box>
table-row: na měsíc zl. 1·60 = 3 K 20 h <box>1530 453 1846 467</box>
article: Z Vídně, 3. dubna. (Telef. zpráva „Nár. L.") Masný trh. Na dnešní trh dopraveno 47.532 kg masa hovězího, 2964 kg telecího, — skopového, 4037 kg vepřového, 96 telat, — ovcí, 41 vepřů a — jehňat. Znamenáno s potravní daní: Hovězí maso přední hal. 60 až kor. 1·16, zadní hal. 72 až kor. 1·40, anglické kor. 1·08 až 1·80, telecí hal. 60 až kor. 1·20, skopové K 0·— až K 0·—, vepřové kor. 0·90 až kor. 1·40, telata hal 76 až kor. 1·08, ovce hal. — až kor 0·—, vepři hal. 98 až kor. 1·16 za kilogram, jehňata kor. — až kor. — za pár. Ceny se nezměnily. <box>24 234 377 362</box>
page-number: Strana 10. <box>28 27 140 52</box>
poultry-advert: 1900. Francouz. husičky, kachny, kuřátka, holuby doporučuje za nejlevnější Gustav Fischel na Jungmann. nám. č. 13-II. Telefon 864. 7626 <box>1668 996 1854 1145</box>
article: Hamburk, 3 hod. — min. Klidný, na duben 10·07½, na květen 10·25, červen 10·30, na srpen 10·47½, na říjen-prosinec 9·60. <box>393 792 739 819</box>
section-heading: Úřední záznamy pražské bursy cukerní. <box>418 452 713 467</box>
